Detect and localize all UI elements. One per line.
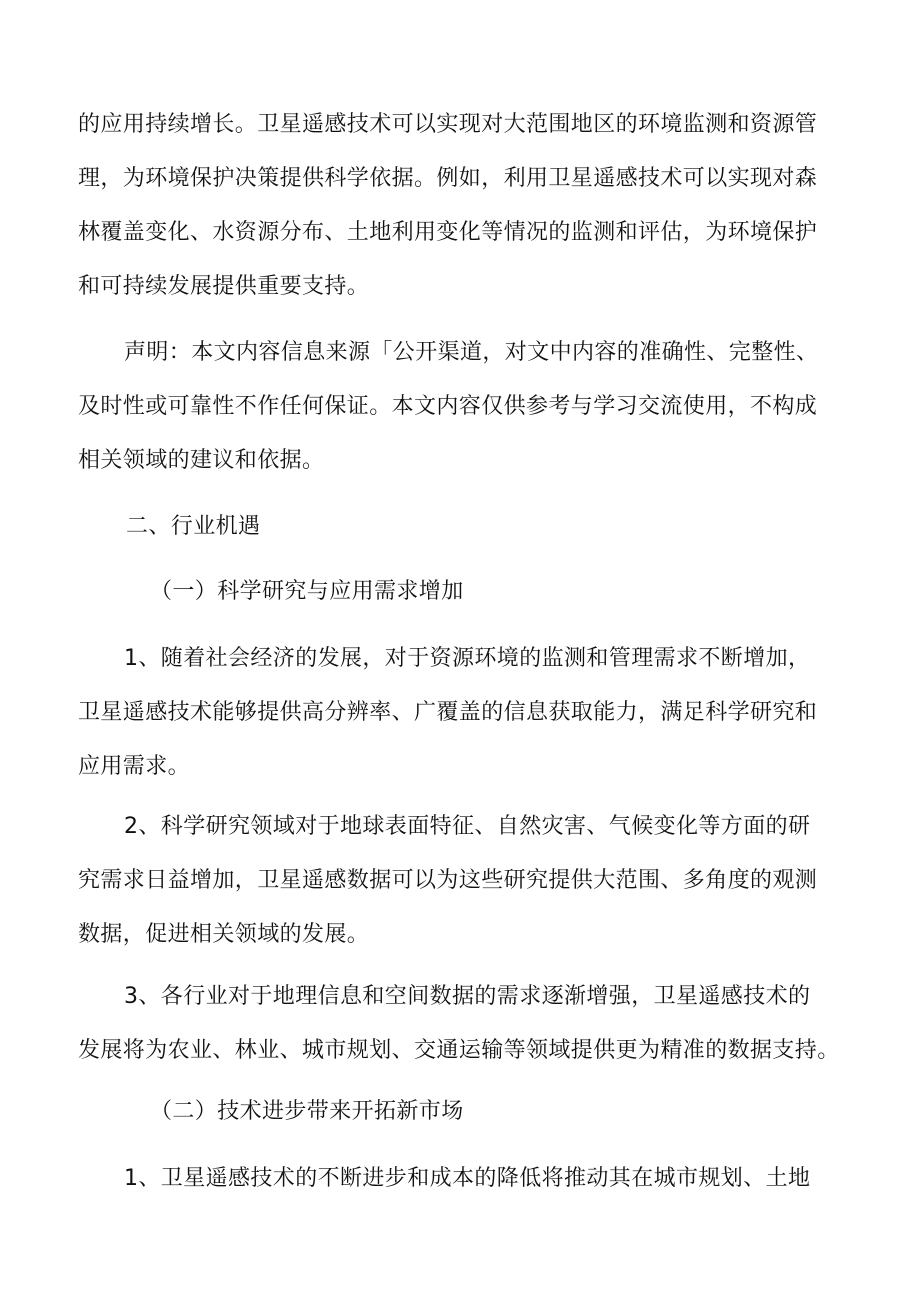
paragraph-line: 数据，促进相关领域的发展。 xyxy=(78,922,370,947)
section-heading xyxy=(126,500,896,554)
list-item xyxy=(78,632,848,794)
heading-text: 二、行业机遇 xyxy=(126,514,261,539)
disclaimer-paragraph xyxy=(78,326,848,488)
intro-paragraph xyxy=(78,98,848,314)
paragraph-line: 发展将为农业、林业、城市规划、交通运输等领域提供更为精准的数据支持。 xyxy=(78,1038,840,1063)
list-item xyxy=(78,1152,848,1206)
paragraph-line: 1、卫星遥感技术的不断进步和成本的降低将推动其在城市规划、土地 xyxy=(124,1166,811,1191)
paragraph-line: 及时性或可靠性不作任何保证。本文内容仅供参考与学习交流使用，不构成 xyxy=(78,394,818,419)
paragraph-line: 和可持续发展提供重要支持。 xyxy=(78,274,370,299)
list-item xyxy=(78,970,848,1078)
paragraph-line: 究需求日益增加，卫星遥感数据可以为这些研究提供大范围、多角度的观测 xyxy=(78,868,818,893)
paragraph-line: 林覆盖变化、水资源分布、土地利用变化等情况的监测和评估，为环境保护 xyxy=(78,220,818,245)
paragraph-line: 相关领域的建议和依据。 xyxy=(78,448,325,473)
paragraph-line: 2、科学研究领域对于地球表面特征、自然灾害、气候变化等方面的研 xyxy=(124,814,811,839)
paragraph-line: 1、随着社会经济的发展，对于资源环境的监测和管理需求不断增加， xyxy=(124,646,811,671)
list-item xyxy=(78,800,848,962)
subsection-heading xyxy=(150,1085,920,1139)
paragraph-line: 声明：本文内容信息来源「公开渠道，对文中内容的准确性、完整性、 xyxy=(124,340,819,365)
paragraph-line: 理，为环境保护决策提供科学依据。例如，利用卫星遥感技术可以实现对森 xyxy=(78,166,818,191)
paragraph-line: 应用需求。 xyxy=(78,754,191,779)
heading-text: （二）技术进步带来开拓新市场 xyxy=(150,1099,464,1124)
paragraph-line: 的应用持续增长。卫星遥感技术可以实现对大范围地区的环境监测和资源管 xyxy=(78,112,818,137)
subsection-heading xyxy=(150,565,920,619)
heading-text: （一）科学研究与应用需求增加 xyxy=(150,579,464,604)
paragraph-line: 卫星遥感技术能够提供高分辨率、广覆盖的信息获取能力，满足科学研究和 xyxy=(78,700,818,725)
paragraph-line: 3、各行业对于地理信息和空间数据的需求逐渐增强，卫星遥感技术的 xyxy=(124,984,811,1009)
